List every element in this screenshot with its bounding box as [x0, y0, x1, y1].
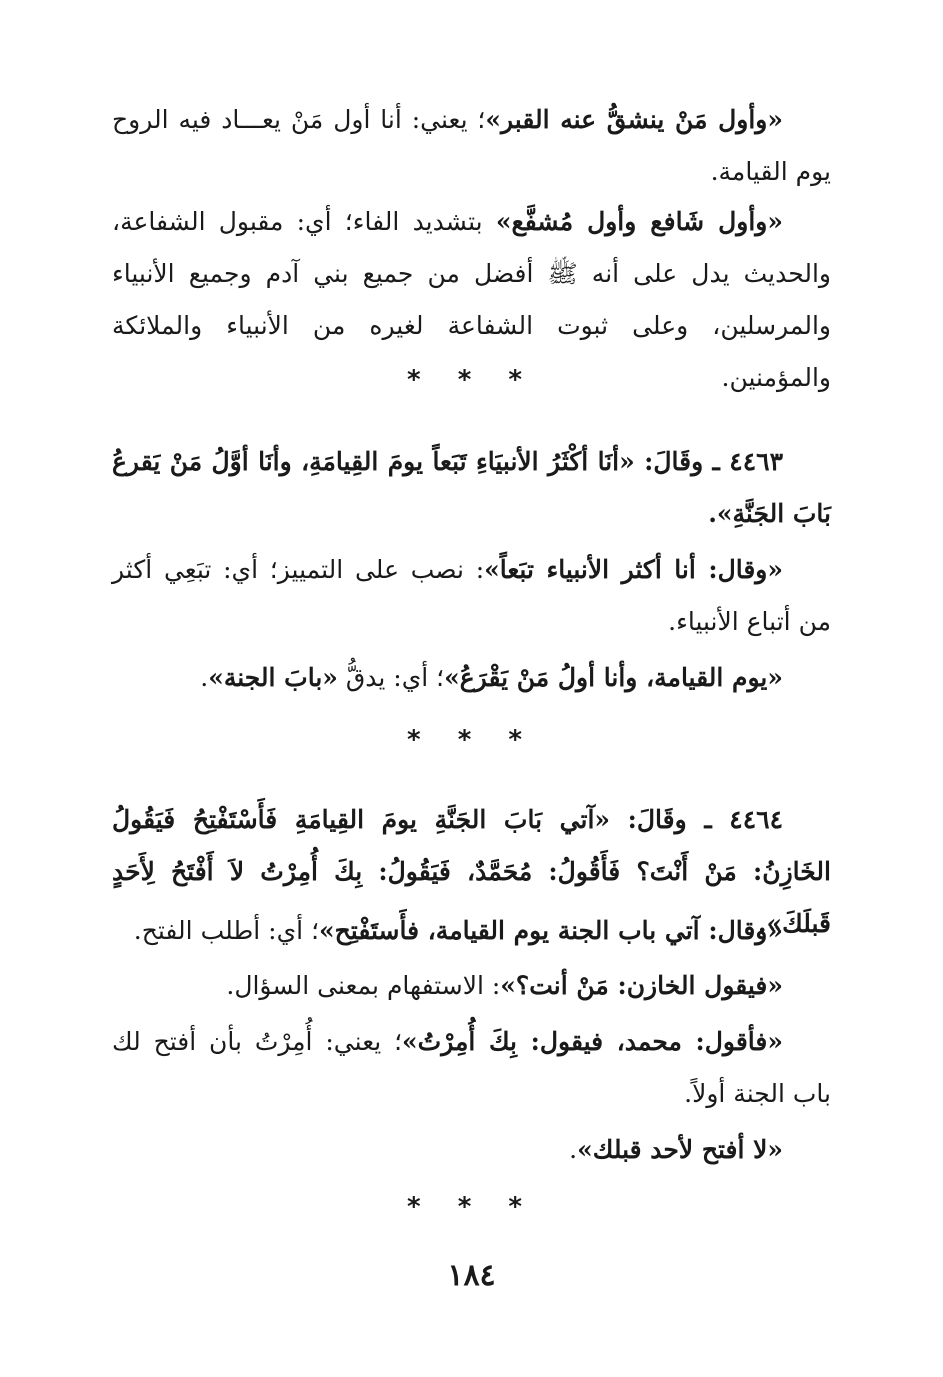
- hadith-4464: ٤٤٦٤ ـ وقَالَ: «آتي بَابَ الجَنَّةِ يومَ القِيامَةِ فَأَسْتَفْتِحُ فَيَقُولُ الخَازِنُ: مَنْ أَنْتَ؟ فَأَقُولُ: مُحَمَّدٌ، فَيَقُولُ: بِكَ أُمِرْتُ لاَ أَفْتَحُ لِأَحَدٍ قَبلَكَ».: [112, 805, 831, 938]
- commentary-text: ؛ يعني: أنا أول مَنْ يعـــاد فيه الروح يوم القيامة.: [112, 105, 831, 186]
- section-separator: * * *: [407, 365, 536, 395]
- commentary-paragraph-3: [112, 544, 831, 648]
- commentary-paragraph-6: [112, 960, 831, 1012]
- section-separator: * * *: [407, 725, 536, 755]
- quoted-phrase: «لا أفتح لأحد قبلك»: [577, 1135, 783, 1164]
- page-number: ١٨٤: [447, 1258, 496, 1293]
- quoted-phrase: «وأول شَافع وأول مُشفَّع»: [495, 207, 783, 236]
- commentary-paragraph-8: [112, 1124, 831, 1176]
- commentary-text: ؛ أي: أطلب الفتح.: [133, 916, 320, 945]
- quoted-phrase: «وقال: أنا أكثر الأنبياء تبَعاً»: [484, 555, 783, 584]
- quoted-phrase: «فيقول الخازن: مَنْ أنت؟»: [500, 971, 783, 1000]
- commentary-text: ؛ أي: يدقُّ: [337, 663, 445, 692]
- commentary-text: : نصب على التمييز؛ أي: تبَعِي أكثر من أتباع الأنبياء.: [112, 555, 831, 636]
- section-separator: * * *: [407, 1192, 536, 1222]
- commentary-paragraph-5: [112, 905, 831, 957]
- commentary-text: : الاستفهام بمعنى السؤال.: [226, 971, 501, 1000]
- quoted-phrase: «يوم القيامة، وأنا أولُ مَنْ يَقْرَعُ»: [444, 663, 783, 692]
- commentary-paragraph-4: [112, 652, 831, 704]
- commentary-text: .: [200, 663, 209, 692]
- commentary-paragraph-1: [112, 94, 831, 198]
- commentary-text: .: [569, 1135, 578, 1164]
- quoted-phrase: «وأول مَنْ ينشقُّ عنه القبر»: [485, 105, 783, 134]
- commentary-text: ؛ يعني: أُمِرْتُ بأن أفتح لك باب الجنة أولاً.: [112, 1027, 831, 1108]
- hadith-4463: ٤٤٦٣ ـ وقَالَ: «أنَا أكْثَرُ الأنبيَاءِ تَبَعاً يومَ القِيامَةِ، وأنَا أوَّلُ مَنْ يَقرعُ بَابَ الجَنَّةِ».: [112, 447, 831, 528]
- commentary-paragraph-7: [112, 1016, 831, 1120]
- quoted-phrase: «فأقول: محمد، فيقول: بِكَ أُمِرْتُ»: [402, 1027, 783, 1056]
- quoted-phrase: «وقال: آتي باب الجنة يوم القيامة، فأَستَفْتِح»: [319, 916, 783, 945]
- quoted-phrase: «بابَ الجنة»: [208, 663, 338, 692]
- commentary-text: بتشديد الفاء؛ أي: مقبول الشفاعة، والحديث يدل على أنه ﷺ أفضل من جميع بني آدم وجميع الأنبياء والمرسلين، وعلى ثبوت الشفاعة لغيره من الأنبياء والملائكة والمؤمنين.: [112, 207, 831, 392]
